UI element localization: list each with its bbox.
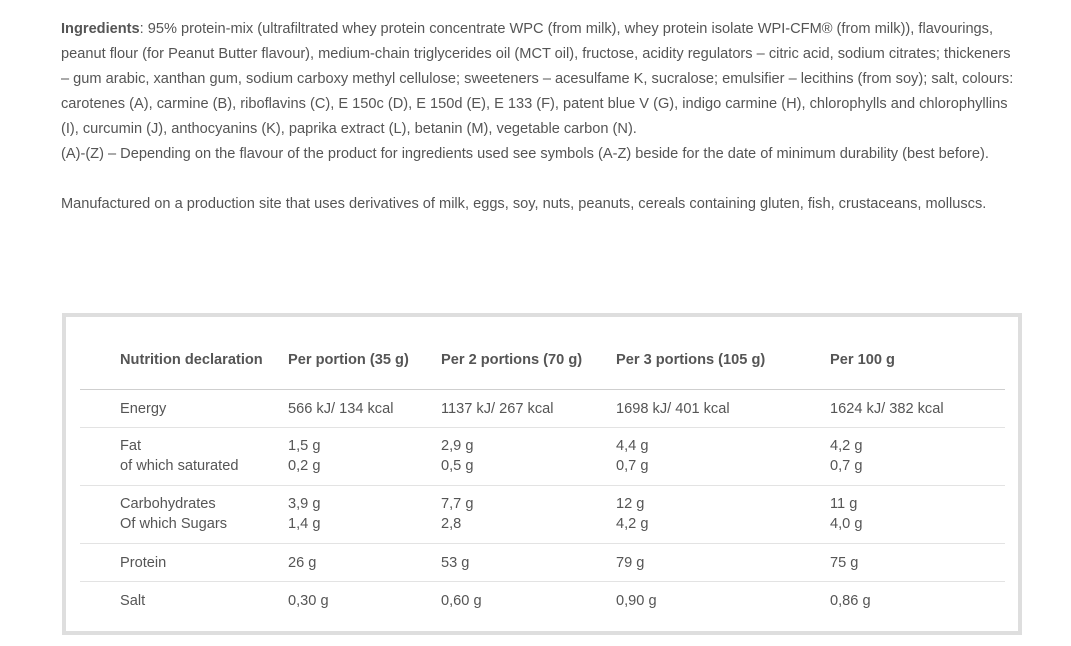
nutrient-value: 11 g bbox=[830, 496, 858, 512]
row-salt bbox=[80, 582, 1005, 620]
nutrient-value: 566 kJ/ 134 kcal bbox=[288, 401, 394, 417]
row-protein bbox=[80, 544, 1005, 582]
nutrient-value: 12 g bbox=[616, 496, 645, 512]
nutrient-name: Fat bbox=[120, 438, 142, 454]
nutrient-value: 0,2 g bbox=[288, 458, 321, 474]
nutrient-value: 0,86 g bbox=[830, 593, 871, 609]
nutrient-subname: Of which Sugars bbox=[120, 516, 228, 532]
allergen-note: Manufactured on a production site that uses derivatives of milk, eggs, soy, nuts, peanuts, cereals containing gluten, fish, crustaceans, molluscs. bbox=[61, 196, 987, 212]
nutrient-value: 0,90 g bbox=[616, 593, 657, 609]
row-fat bbox=[80, 428, 1005, 486]
nutrient-value: 1137 kJ/ 267 kcal bbox=[441, 401, 554, 417]
nutrient-value: 1698 kJ/ 401 kcal bbox=[616, 401, 730, 417]
nutrient-value: 1624 kJ/ 382 kcal bbox=[830, 401, 944, 417]
nutrient-value: 0,7 g bbox=[616, 458, 649, 474]
nutrition-header-row bbox=[80, 331, 1005, 390]
header-per-100g: Per 100 g bbox=[830, 331, 1005, 390]
nutrient-value: 4,0 g bbox=[830, 516, 863, 532]
nutrient-value: 53 g bbox=[441, 555, 470, 571]
nutrient-value: 0,60 g bbox=[441, 593, 482, 609]
header-per-portion: Per portion (35 g) bbox=[288, 331, 441, 390]
ingredients-label: Ingredients bbox=[61, 21, 140, 37]
header-nutrition-declaration: Nutrition declaration bbox=[120, 331, 288, 390]
nutrient-value: 1,4 g bbox=[288, 516, 321, 532]
header-per-2-portions: Per 2 portions (70 g) bbox=[441, 331, 616, 390]
nutrient-name: Protein bbox=[120, 555, 167, 571]
nutrient-value: 7,7 g bbox=[441, 496, 474, 512]
nutrient-value: 3,9 g bbox=[288, 496, 321, 512]
nutrient-value: 0,7 g bbox=[830, 458, 863, 474]
symbols-note: (A)-(Z) – Depending on the flavour of the product for ingredients used see symbols (A-Z) beside for the date of minimum durability (best before). bbox=[61, 146, 989, 162]
nutrient-value: 4,2 g bbox=[616, 516, 649, 532]
nutrient-subname: of which saturated bbox=[120, 458, 239, 474]
nutrient-value: 0,5 g bbox=[441, 458, 474, 474]
nutrient-name: Salt bbox=[120, 593, 146, 609]
nutrient-name: Energy bbox=[120, 401, 167, 417]
nutrition-table bbox=[80, 331, 1005, 619]
nutrient-name: Carbohydrates bbox=[120, 496, 216, 512]
nutrient-value: 2,8 bbox=[441, 516, 462, 532]
header-per-3-portions: Per 3 portions (105 g) bbox=[616, 331, 830, 390]
nutrient-value: 75 g bbox=[830, 555, 859, 571]
nutrition-table-box bbox=[62, 313, 1022, 635]
ingredients-paragraph bbox=[61, 17, 1021, 142]
row-energy bbox=[80, 390, 1005, 428]
product-description bbox=[61, 17, 1021, 217]
nutrient-value: 4,4 g bbox=[616, 438, 649, 454]
ingredients-text: : 95% protein-mix (ultrafiltrated whey protein concentrate WPC (from milk), whey protein isolate WPI-CFM® (from milk)), flavourings, peanut flour (for Peanut Butter flavour), medium-chain triglycerides oil (MCT oil), fructose, acidity regulators – citric acid, sodium citrates; thickeners – gum arabic, xanthan gum, sodium carboxy methyl cellulose; sweeteners – acesulfame K, sucralose; emulsifier – lecithins (from soy); salt, colours: carotenes (A), carmine (B), riboflavins (C), E 150c (D), E 150d (E), E 133 (F), patent blue V (G), indigo carmine (H), chlorophylls and chlorophyllins (I), curcumin (J), anthocyanins (K), paprika extract (L), betanin (M), vegetable carbon (N). bbox=[61, 21, 1014, 137]
nutrient-value: 79 g bbox=[616, 555, 645, 571]
row-carbohydrates bbox=[80, 486, 1005, 544]
nutrient-value: 1,5 g bbox=[288, 438, 321, 454]
nutrient-value: 0,30 g bbox=[288, 593, 329, 609]
nutrient-value: 4,2 g bbox=[830, 438, 863, 454]
nutrient-value: 2,9 g bbox=[441, 438, 474, 454]
nutrient-value: 26 g bbox=[288, 555, 317, 571]
